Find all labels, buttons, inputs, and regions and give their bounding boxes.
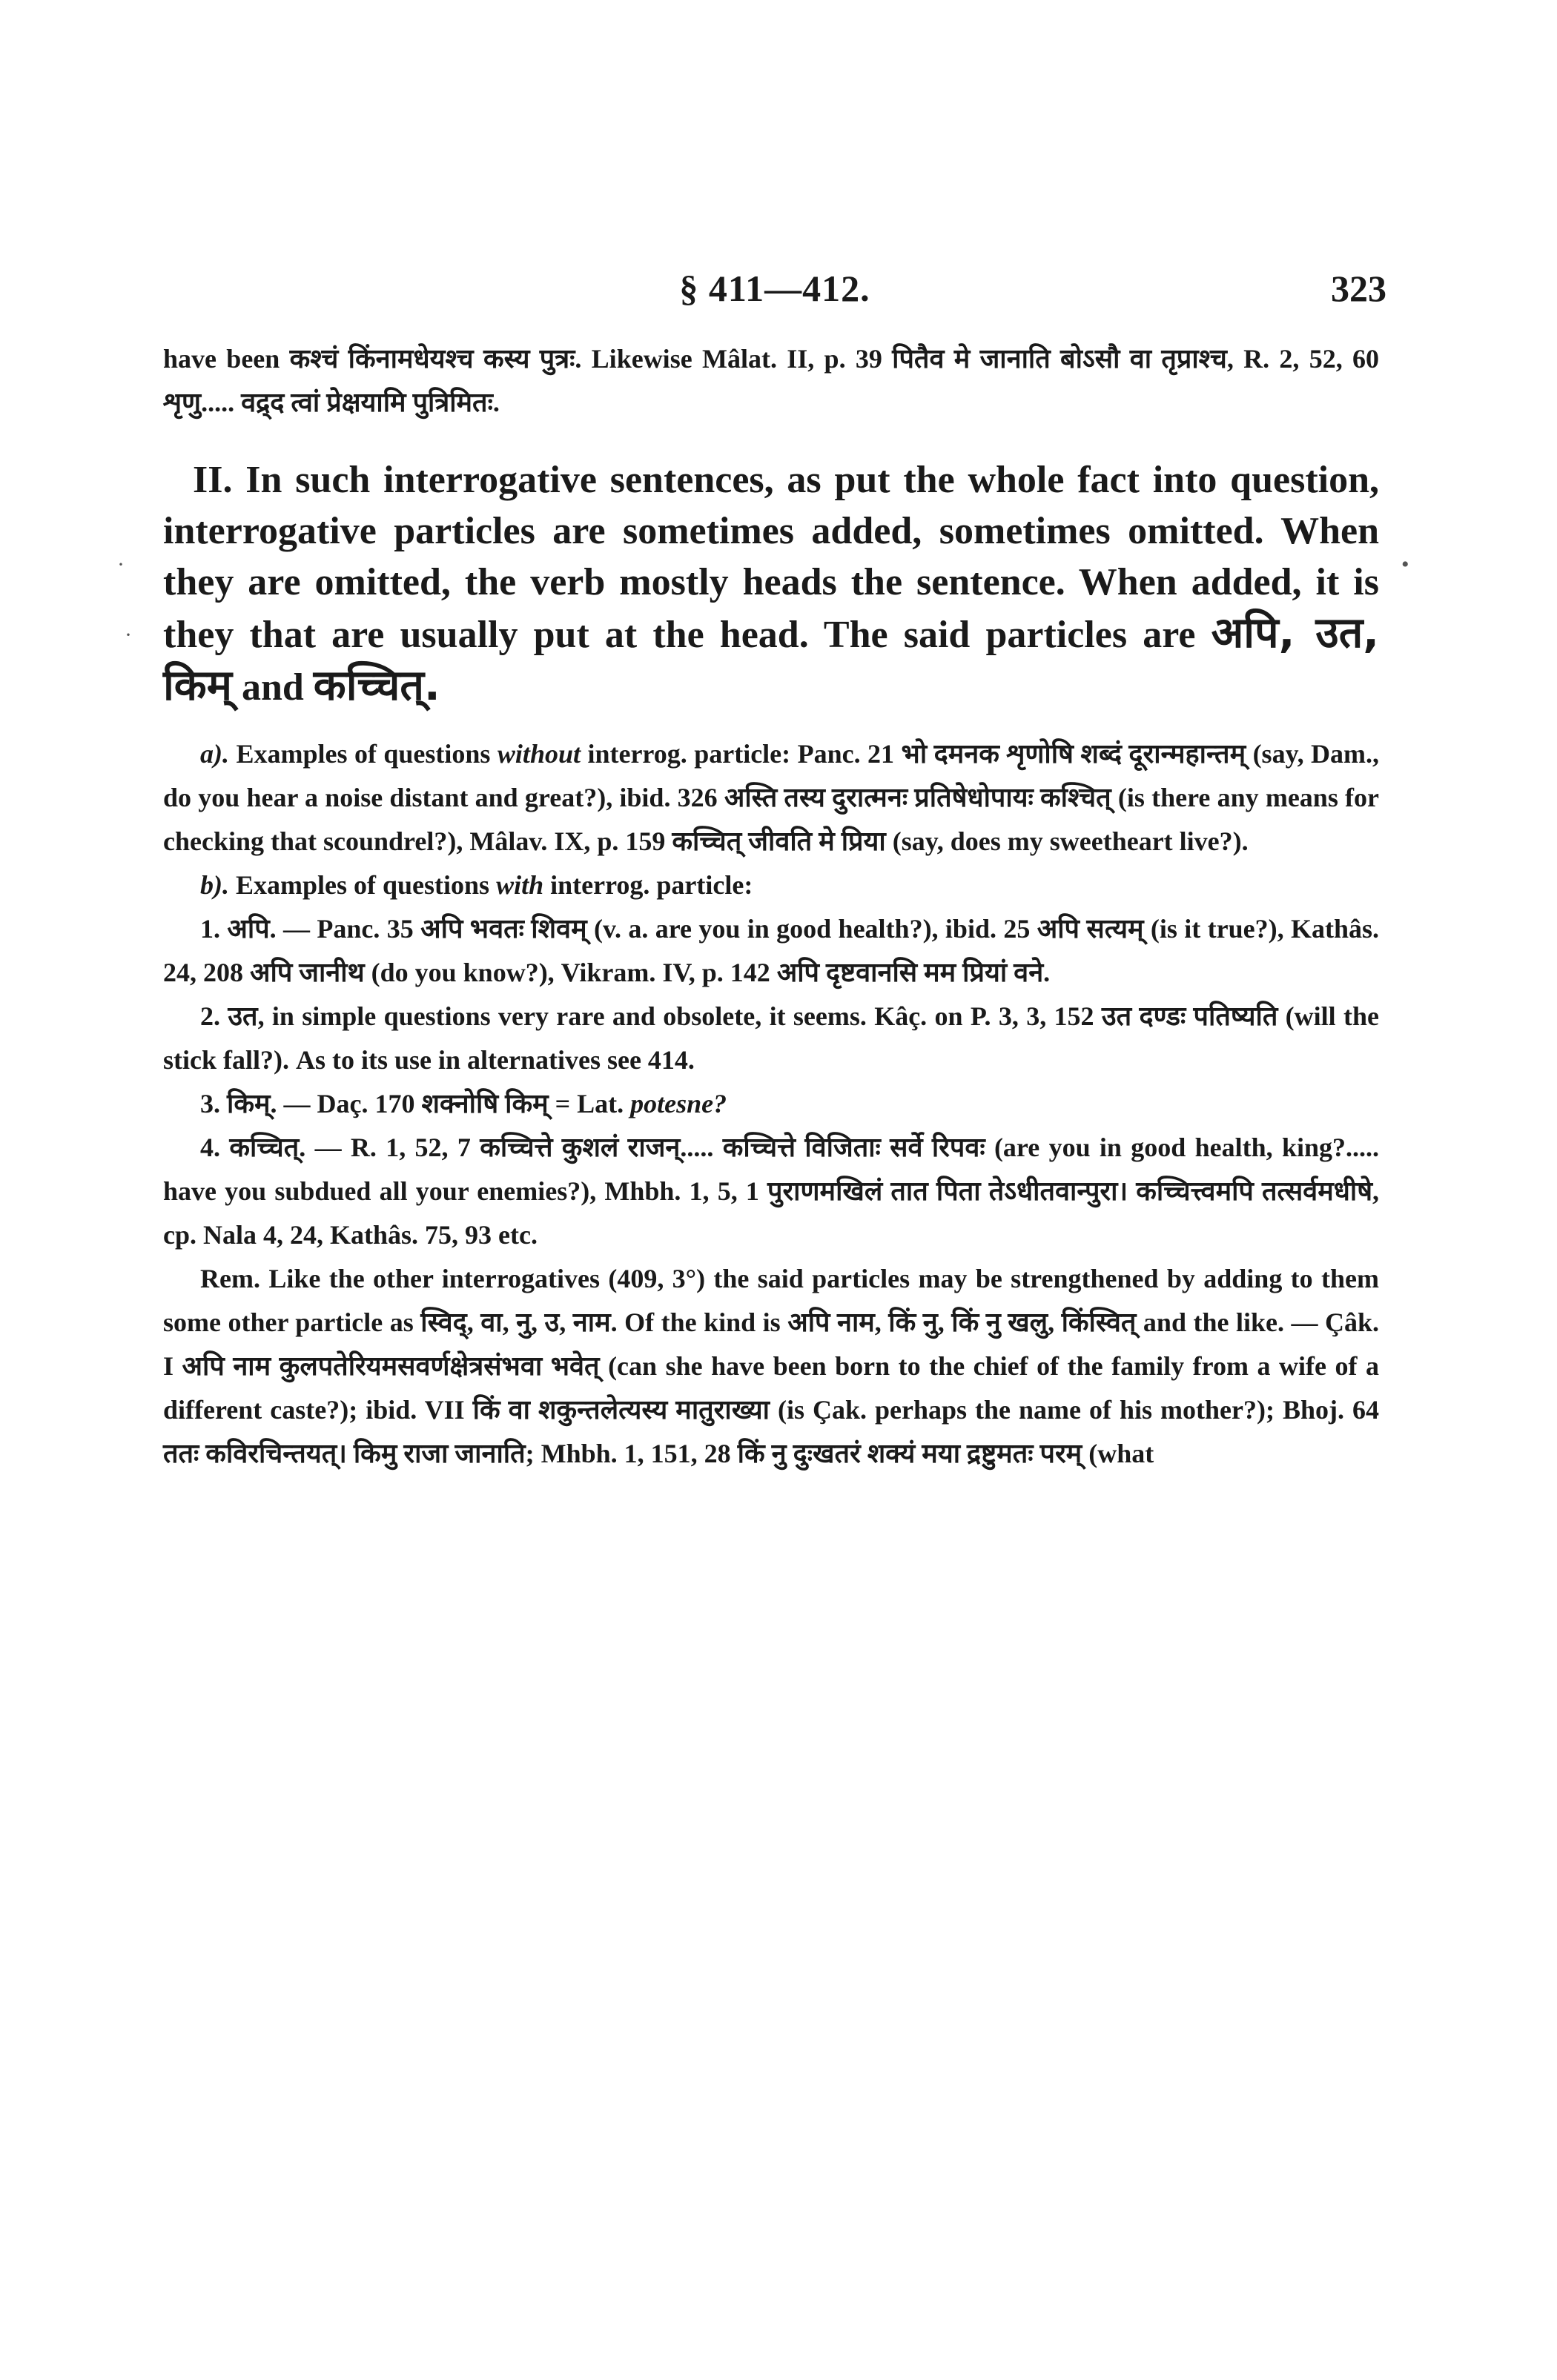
section-II-text: In such interrogative sentences, as put the whole fact into question, interrogative particles are sometimes added, sometimes omitted. When they are omitted, the verb mostly heads the sentence. When added, it is they that are usually put at the head. The said particles are: [163, 459, 1379, 656]
example-b-text: interrog. particle:: [550, 870, 753, 900]
item-3-latin: potesne?: [630, 1089, 727, 1118]
section-II-paragraph: [163, 454, 1379, 713]
example-a-lead: Examples of questions: [236, 739, 491, 769]
carry-over-paragraph: have been कश्चं किंनामधेयश्च कस्य पुत्रः. Likewise Mâlat. II, p. 39 पितैव मे जानाति बोऽसौ वा तृप्राश्च, R. 2, 52, 60 शृणु..... वद्र्द त्वां प्रेक्षयामि पुत्रिमितः.: [163, 344, 1379, 417]
margin-speck: ·: [125, 623, 132, 647]
example-b-lead: Examples of questions: [236, 870, 490, 900]
remark-paragraph: Rem. Like the other interrogatives (409, 3°) the said particles may be strengthened by adding to them some other particle as स्विद्, वा, नु, उ, नाम. Of the kind is अपि नाम, किं नु, किं नु खलु, किंस्वित् and the like. — Çâk. I अपि नाम कुलपतेरियमसवर्णक्षेत्रसंभवा भवेत् (can she have been born to the chief of the family from a wife of a different caste?); ibid. VII किं वा शकुन्तलेत्यस्य मातुराख्या (is Çak. perhaps the name of his mother?); Bhoj. 64 ततः कविरचिन्तयत्। किमु राजा जानाति; Mhbh. 1, 151, 28 किं नु दुःखतरं शक्यं मया द्रष्टुमतः परम् (what: [163, 1264, 1379, 1468]
page-body: [163, 337, 1379, 1476]
example-b-label: b).: [200, 870, 229, 900]
running-header: [163, 267, 1386, 326]
and-word: and: [241, 666, 304, 709]
page-number: 323: [1331, 268, 1386, 309]
particles-list: अपि, उत, किम्: [163, 609, 1380, 710]
example-a-emphasis: without: [497, 739, 581, 769]
example-b-emphasis: with: [496, 870, 544, 900]
section-range: § 411—412.: [679, 268, 870, 309]
margin-speck: •: [1401, 552, 1409, 577]
item-4-paragraph: 4. कच्चित्. — R. 1, 52, 7 कच्चित्ते कुशलं राजन्..... कच्चित्ते विजिताः सर्वे रिपवः (are you in good health, king?..... have you subdued all your enemies?), Mhbh. 1, 5, 1 पुराणमखिलं तात पिता तेऽधीतवान्पुरा। कच्चित्त्वमपि तत्सर्वमधीषे, cp. Nala 4, 24, Kathâs. 75, 93 etc.: [163, 1133, 1379, 1250]
item-3-paragraph: [163, 1082, 1379, 1126]
item-2-paragraph: 2. उत, in simple questions very rare and obsolete, it seems. Kâç. on P. 3, 3, 152 उत दण्डः पतिष्यति (will the stick fall?). As to its use in alternatives see 414.: [163, 1001, 1379, 1075]
example-b-paragraph: [163, 864, 1379, 907]
example-a-label: a).: [200, 739, 229, 769]
last-particle: कच्चित्.: [313, 661, 440, 710]
item-1-paragraph: 1. अपि. — Panc. 35 अपि भवतः शिवम् (v. a. are you in good health?), ibid. 25 अपि सत्यम् (is it true?), Kathâs. 24, 208 अपि जानीथ (do you know?), Vikram. IV, p. 142 अपि दृष्टवानसि मम प्रियां वने.: [163, 914, 1379, 987]
example-a-paragraph: [163, 732, 1379, 864]
margin-speck: ·: [117, 552, 125, 577]
example-a-text: interrog. particle: Panc. 21 भो दमनक शृणोषि शब्दं दूरान्महान्तम् (say, Dam., do you hear a noise distant and great?), ibid. 326 अस्ति तस्य दुरात्मनः प्रतिषेधोपायः कश्चित् (is there any means for checking that scoundrel?), Mâlav. IX, p. 159 कच्चित् जीवति मे प्रिया (say, does my sweetheart live?).: [163, 739, 1380, 856]
section-number: II.: [193, 459, 233, 501]
item-3-text: 3. किम्. — Daç. 170 शक्नोषि किम् = Lat.: [200, 1089, 624, 1118]
